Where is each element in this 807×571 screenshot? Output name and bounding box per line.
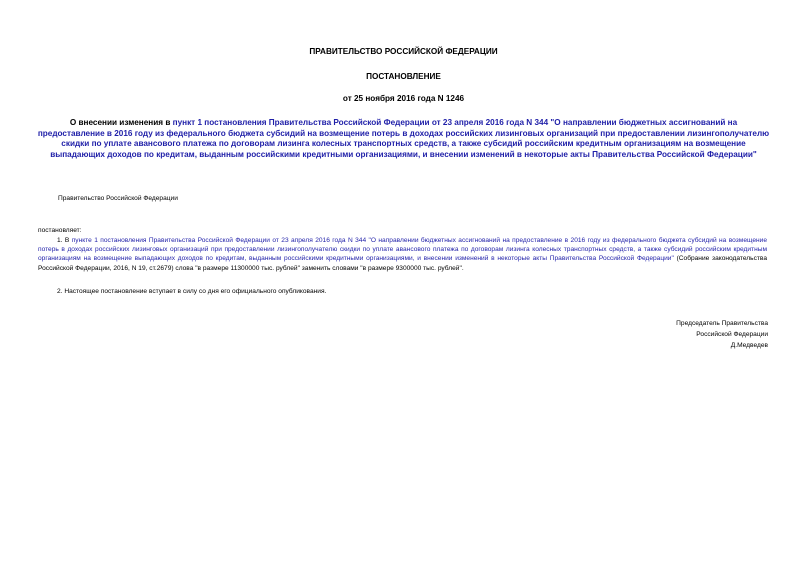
paragraph-1: [38, 236, 767, 273]
signature-title: Председатель Правительства: [676, 320, 768, 327]
signature-country: Российской Федерации: [696, 331, 768, 338]
government-header: ПРАВИТЕЛЬСТВО РОССИЙСКОЙ ФЕДЕРАЦИИ: [309, 47, 498, 56]
title-link[interactable]: пункт 1 постановления Правительства Российской Федерации от 23 апреля 2016 года N 344 "О направлении бюджетных ассигнований на предоставление в 2016 году из федерального бюджета субсидий на возмещение потерь в доходах российских лизинговых организаций при предоставлении лизингополучателю скидки по уплате авансового платежа по договорам лизинга колесных транспортных средств, а также субсидий российским кредитным организациям на возмещение выпадающих доходов по кредитам, выданным российскими кредитными организациями, и внесении изменений в некоторые акты Правительства Российской Федерации": [37, 118, 770, 159]
government-line: Правительство Российской Федерации: [58, 195, 178, 202]
title-prefix: О внесении изменения в: [69, 118, 173, 127]
paragraph-1-end: (Собрание законодательства Российской Федерации, 2016, N 19, ст.2679) слова "в размере 11300000 тыс. рублей" заменить словами "в размере 9300000 тыс. рублей".: [38, 255, 767, 272]
paragraph-2: 2. Настоящее постановление вступает в силу со дня его официального опубликования.: [57, 288, 327, 295]
document-type: ПОСТАНОВЛЕНИЕ: [366, 72, 441, 81]
paragraph-1-link[interactable]: пункте 1 постановления Правительства Российской Федерации от 23 апреля 2016 года N 344 "О направлении бюджетных ассигнований на предоставление в 2016 году из федерального бюджета субсидий на возмещение потерь в доходах российских лизинговых организаций при предоставлении лизингополучателю скидки по уплате авансового платежа по договорам лизинга колесных транспортных средств, а также субсидий российским кредитным организациям на возмещение выпадающих доходов по кредитам, выданным российскими кредитными организациями, и внесении изменений в некоторые акты Правительства Российской Федерации": [38, 237, 767, 263]
document-title: [36, 118, 771, 160]
paragraph-1-start: 1. В: [57, 237, 72, 244]
document-date-number: от 25 ноября 2016 года N 1246: [342, 94, 465, 103]
signature-name: Д.Медведев: [730, 342, 768, 349]
decree-word: постановляет:: [38, 227, 82, 234]
